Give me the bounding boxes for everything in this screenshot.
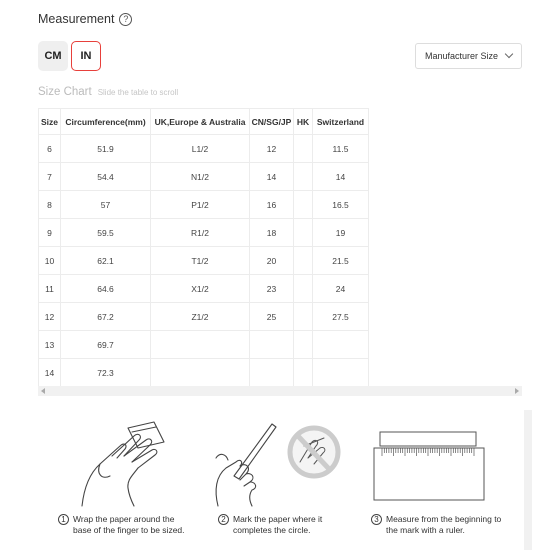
scroll-left-icon[interactable] bbox=[41, 388, 45, 394]
cell-size: 7 bbox=[39, 163, 61, 191]
cell-switzerland: 16.5 bbox=[313, 191, 369, 219]
cell-cn: 16 bbox=[250, 191, 294, 219]
step-number-icon: 2 bbox=[218, 514, 229, 525]
cell-switzerland bbox=[313, 331, 369, 359]
size-table bbox=[38, 108, 369, 387]
step-2-text: Mark the paper where it completes the circle. bbox=[233, 514, 323, 535]
cell-circumference: 67.2 bbox=[61, 303, 151, 331]
cell-size: 6 bbox=[39, 135, 61, 163]
header-uk: UK,Europe & Australia bbox=[151, 109, 250, 135]
cell-size: 13 bbox=[39, 331, 61, 359]
cell-cn: 14 bbox=[250, 163, 294, 191]
pen-mark-icon bbox=[206, 418, 346, 508]
header-hk: HK bbox=[294, 109, 313, 135]
table-row bbox=[39, 303, 369, 331]
step-3 bbox=[371, 514, 521, 536]
cell-switzerland: 14 bbox=[313, 163, 369, 191]
cell-uk: L1/2 bbox=[151, 135, 250, 163]
header-circumference: Circumference(mm) bbox=[61, 109, 151, 135]
cell-switzerland: 11.5 bbox=[313, 135, 369, 163]
table-row bbox=[39, 275, 369, 303]
table-row bbox=[39, 247, 369, 275]
cell-uk: P1/2 bbox=[151, 191, 250, 219]
table-row bbox=[39, 135, 369, 163]
table-row bbox=[39, 331, 369, 359]
cell-circumference: 72.3 bbox=[61, 359, 151, 387]
cell-circumference: 51.9 bbox=[61, 135, 151, 163]
step-1 bbox=[58, 514, 198, 536]
cell-uk bbox=[151, 359, 250, 387]
cell-cn: 18 bbox=[250, 219, 294, 247]
cell-cn bbox=[250, 359, 294, 387]
step-2 bbox=[218, 514, 348, 536]
cell-circumference: 54.4 bbox=[61, 163, 151, 191]
chevron-down-icon bbox=[505, 50, 513, 58]
header-cn: CN/SG/JP bbox=[250, 109, 294, 135]
cell-hk bbox=[294, 135, 313, 163]
cell-hk bbox=[294, 359, 313, 387]
cell-switzerland: 21.5 bbox=[313, 247, 369, 275]
step-number-icon: 3 bbox=[371, 514, 382, 525]
mark-paper-illustration bbox=[206, 418, 346, 508]
cell-cn: 12 bbox=[250, 135, 294, 163]
vertical-scrollbar[interactable] bbox=[524, 410, 532, 550]
step-1-text: Wrap the paper around the base of the finger to be sized. bbox=[73, 514, 185, 535]
table-row bbox=[39, 163, 369, 191]
manufacturer-size-select[interactable] bbox=[415, 43, 522, 69]
step-number-icon: 1 bbox=[58, 514, 69, 525]
table-row bbox=[39, 219, 369, 247]
cell-circumference: 59.5 bbox=[61, 219, 151, 247]
cell-switzerland: 27.5 bbox=[313, 303, 369, 331]
cell-size: 12 bbox=[39, 303, 61, 331]
hand-paper-icon bbox=[72, 418, 192, 508]
cell-switzerland bbox=[313, 359, 369, 387]
cell-cn: 25 bbox=[250, 303, 294, 331]
size-chart-title: Size Chart bbox=[38, 86, 92, 98]
table-row bbox=[39, 359, 369, 387]
cell-cn bbox=[250, 331, 294, 359]
cell-circumference: 57 bbox=[61, 191, 151, 219]
cell-hk bbox=[294, 247, 313, 275]
cell-uk: Z1/2 bbox=[151, 303, 250, 331]
cell-hk bbox=[294, 275, 313, 303]
size-chart-header bbox=[38, 86, 178, 98]
manufacturer-size-value: Manufacturer Size bbox=[425, 51, 499, 61]
cell-uk: N1/2 bbox=[151, 163, 250, 191]
header-size: Size bbox=[39, 109, 61, 135]
measurement-title: Measurement bbox=[38, 12, 115, 26]
step-3-text: Measure from the beginning to the mark with a ruler. bbox=[386, 514, 502, 535]
ruler-icon bbox=[370, 418, 490, 508]
cell-circumference: 64.6 bbox=[61, 275, 151, 303]
measurement-header bbox=[38, 12, 132, 26]
scroll-right-icon[interactable] bbox=[515, 388, 519, 394]
cell-switzerland: 24 bbox=[313, 275, 369, 303]
cell-switzerland: 19 bbox=[313, 219, 369, 247]
cell-size: 8 bbox=[39, 191, 61, 219]
horizontal-scrollbar[interactable] bbox=[38, 386, 522, 396]
header-switzerland: Switzerland bbox=[313, 109, 369, 135]
help-icon[interactable]: ? bbox=[119, 13, 132, 26]
cell-uk bbox=[151, 331, 250, 359]
unit-toggle bbox=[38, 41, 101, 71]
cell-size: 10 bbox=[39, 247, 61, 275]
table-row bbox=[39, 191, 369, 219]
size-chart-hint: Slide the table to scroll bbox=[97, 88, 179, 97]
cell-uk: X1/2 bbox=[151, 275, 250, 303]
cell-hk bbox=[294, 331, 313, 359]
cell-circumference: 69.7 bbox=[61, 331, 151, 359]
cell-size: 14 bbox=[39, 359, 61, 387]
cell-hk bbox=[294, 219, 313, 247]
cell-uk: R1/2 bbox=[151, 219, 250, 247]
cell-hk bbox=[294, 191, 313, 219]
cell-cn: 20 bbox=[250, 247, 294, 275]
cell-size: 9 bbox=[39, 219, 61, 247]
size-table-header-row bbox=[39, 109, 369, 135]
wrap-finger-illustration bbox=[72, 418, 192, 508]
cell-cn: 23 bbox=[250, 275, 294, 303]
unit-in-button[interactable]: IN bbox=[71, 41, 101, 71]
cell-hk bbox=[294, 303, 313, 331]
cell-size: 11 bbox=[39, 275, 61, 303]
cell-circumference: 62.1 bbox=[61, 247, 151, 275]
ruler-illustration bbox=[370, 418, 490, 508]
cell-uk: T1/2 bbox=[151, 247, 250, 275]
cell-hk bbox=[294, 163, 313, 191]
unit-cm-button[interactable]: CM bbox=[38, 41, 68, 71]
